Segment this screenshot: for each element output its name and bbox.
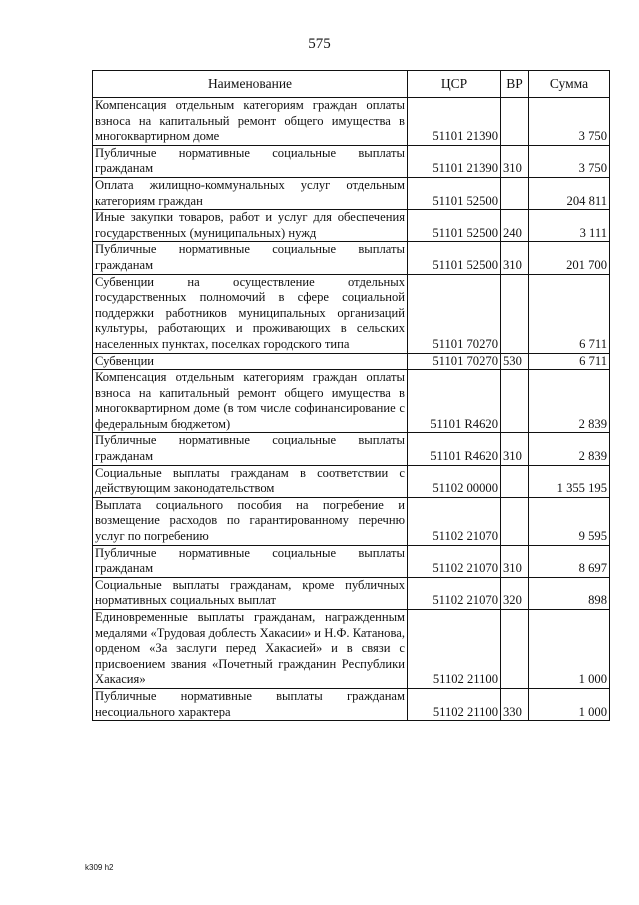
cell-name: Выплата социального пособия на погребение и возмещение расходов по гарантированному перечню услуг по погребению [93,497,408,545]
cell-sum: 1 355 195 [529,465,610,497]
cell-csr: 51101 70270 [408,274,501,353]
cell-name: Компенсация отдельным категориям граждан оплаты взноса на капитальный ремонт общего имущества в многоквартирном доме (в том числе софинансирование с федеральным бюджетом) [93,370,408,433]
cell-sum: 3 750 [529,145,610,177]
table-row [93,433,610,465]
table-row [93,145,610,177]
cell-sum: 1 000 [529,610,610,689]
cell-vr: 320 [501,577,529,609]
cell-vr [501,274,529,353]
cell-name: Иные закупки товаров, работ и услуг для обеспечения государственных (муниципальных) нужд [93,210,408,242]
cell-vr: 310 [501,545,529,577]
cell-sum: 2 839 [529,370,610,433]
header-vr: ВР [501,71,529,98]
table-row [93,577,610,609]
cell-vr [501,497,529,545]
cell-sum: 3 750 [529,98,610,146]
cell-csr: 51102 21070 [408,497,501,545]
table-row [93,210,610,242]
cell-name: Публичные нормативные социальные выплаты гражданам [93,433,408,465]
header-name: Наименование [93,71,408,98]
cell-name: Публичные нормативные социальные выплаты гражданам [93,145,408,177]
cell-vr: 240 [501,210,529,242]
cell-vr [501,610,529,689]
footer-code: k309 h2 [85,863,114,872]
table-row [93,465,610,497]
header-sum: Сумма [529,71,610,98]
table-row [93,353,610,370]
cell-name: Субвенции на осуществление отдельных государственных полномочий в сфере социальной поддержки работников муниципальных организаций культуры, работающих и проживающих в сельских населенных пунктах, поселках городского типа [93,274,408,353]
cell-sum: 9 595 [529,497,610,545]
table-row [93,98,610,146]
cell-csr: 51101 21390 [408,145,501,177]
cell-vr [501,370,529,433]
cell-vr: 330 [501,688,529,720]
cell-sum: 8 697 [529,545,610,577]
cell-sum: 898 [529,577,610,609]
cell-name: Публичные нормативные социальные выплаты гражданам [93,242,408,274]
cell-name: Субвенции [93,353,408,370]
table-row [93,242,610,274]
cell-sum: 6 711 [529,353,610,370]
cell-csr: 51101 52500 [408,210,501,242]
page-number: 575 [308,36,331,52]
budget-table [92,70,610,721]
cell-name: Публичные нормативные выплаты гражданам несоциального характера [93,688,408,720]
cell-name: Единовременные выплаты гражданам, награжденным медалями «Трудовая доблесть Хакасии» и Н.Ф. Катанова, орденом «За заслуги перед Хакасией» и в связи с присвоением звания «Почетный гражданин Республики Хакасия» [93,610,408,689]
cell-vr: 530 [501,353,529,370]
cell-csr: 51101 21390 [408,98,501,146]
table-row [93,610,610,689]
cell-csr: 51102 21070 [408,545,501,577]
cell-sum: 201 700 [529,242,610,274]
cell-vr [501,465,529,497]
table-row [93,274,610,353]
cell-name: Компенсация отдельным категориям граждан оплаты взноса на капитальный ремонт общего имущества в многоквартирном доме [93,98,408,146]
cell-csr: 51102 21070 [408,577,501,609]
cell-sum: 1 000 [529,688,610,720]
cell-vr [501,98,529,146]
table-row [93,370,610,433]
cell-csr: 51102 21100 [408,610,501,689]
cell-sum: 204 811 [529,177,610,209]
table-row [93,497,610,545]
cell-name: Публичные нормативные социальные выплаты гражданам [93,545,408,577]
header-csr: ЦСР [408,71,501,98]
cell-csr: 51101 52500 [408,177,501,209]
cell-name: Оплата жилищно-коммунальных услуг отдельным категориям граждан [93,177,408,209]
table-row [93,688,610,720]
cell-csr: 51101 R4620 [408,370,501,433]
cell-name: Социальные выплаты гражданам, кроме публичных нормативных социальных выплат [93,577,408,609]
table-row [93,177,610,209]
cell-csr: 51101 52500 [408,242,501,274]
table-header-row [93,71,610,98]
cell-name: Социальные выплаты гражданам в соответствии с действующим законодательством [93,465,408,497]
cell-vr [501,177,529,209]
cell-sum: 3 111 [529,210,610,242]
cell-vr: 310 [501,433,529,465]
cell-vr: 310 [501,242,529,274]
cell-vr: 310 [501,145,529,177]
cell-csr: 51101 R4620 [408,433,501,465]
cell-sum: 2 839 [529,433,610,465]
table-row [93,545,610,577]
cell-csr: 51102 21100 [408,688,501,720]
cell-sum: 6 711 [529,274,610,353]
cell-csr: 51102 00000 [408,465,501,497]
cell-csr: 51101 70270 [408,353,501,370]
